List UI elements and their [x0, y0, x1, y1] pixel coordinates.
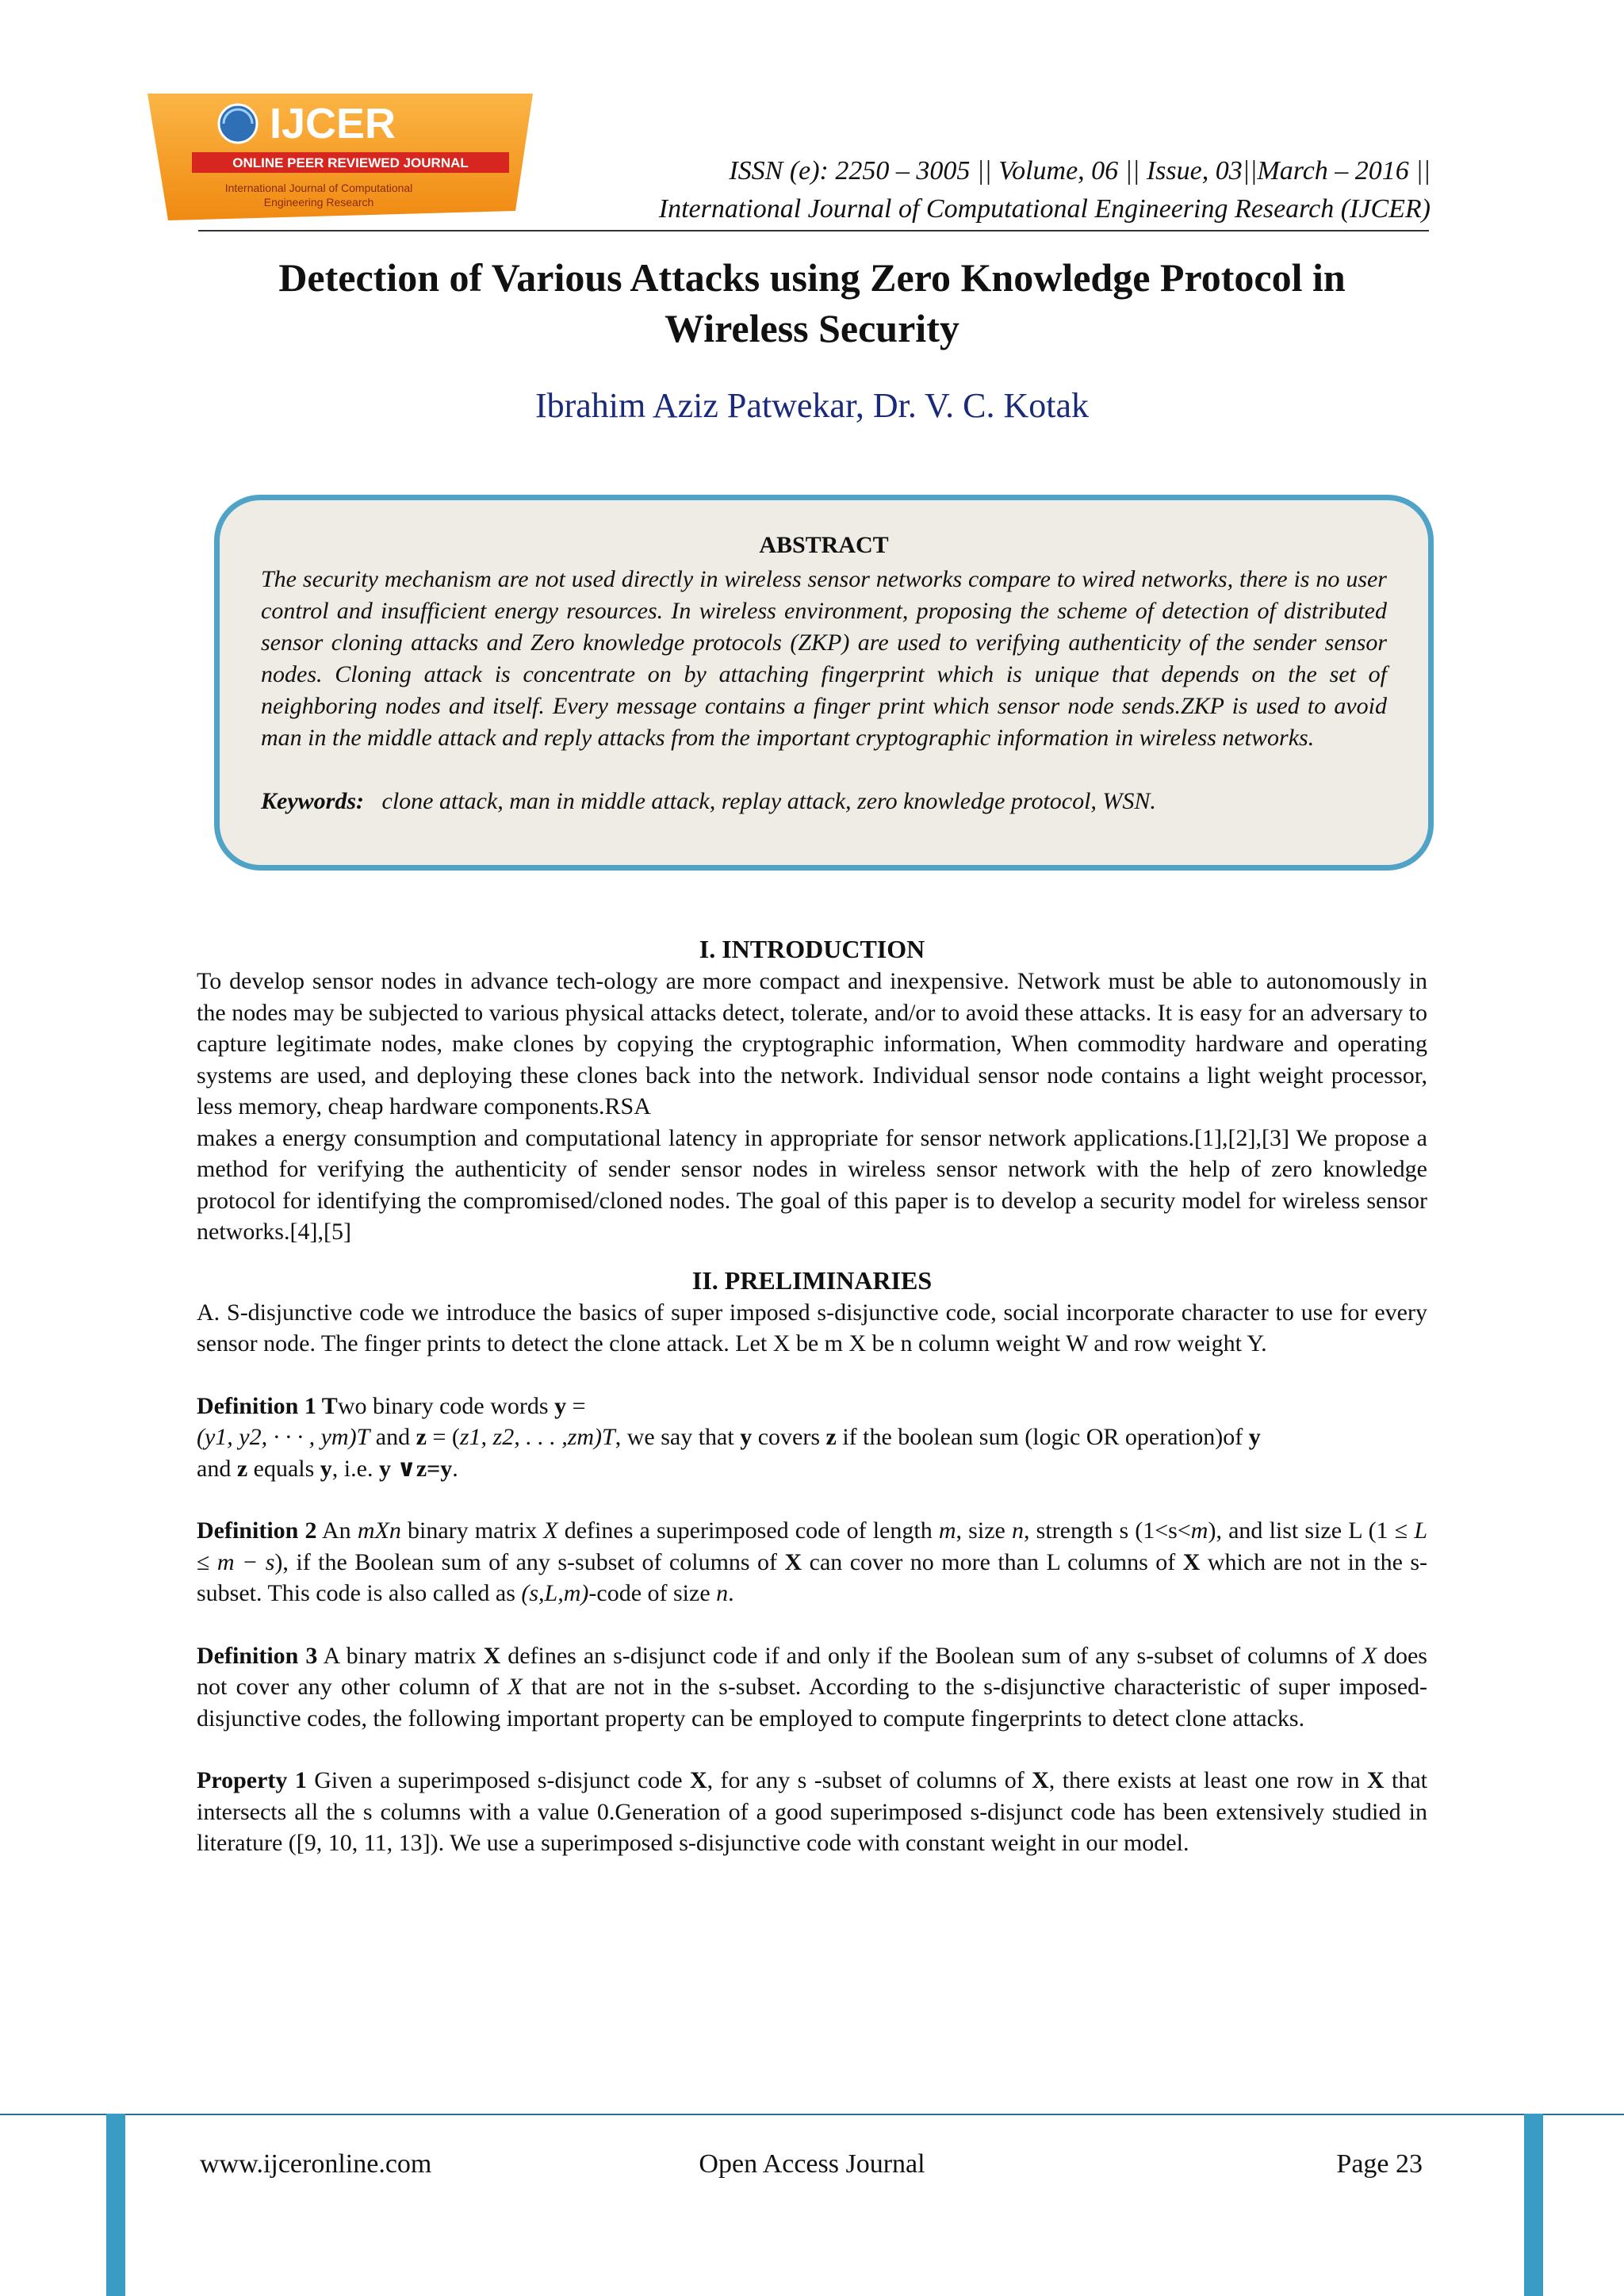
property-1-label: Property 1 [197, 1767, 307, 1793]
footer-page-number: Page 23 [1336, 2149, 1423, 2179]
section-heading-preliminaries: II. PRELIMINARIES [691, 1265, 933, 1295]
footer-right-bar [1524, 2114, 1543, 2296]
logo-tagline: ONLINE PEER REVIEWED JOURNAL [232, 155, 469, 170]
abstract-box [214, 495, 1434, 871]
keywords [261, 786, 1387, 817]
footer-divider [0, 2114, 1624, 2115]
paper-title [119, 252, 1505, 354]
logo-journal-line1: International Journal of Computational [224, 182, 413, 194]
title-line-2: Wireless Security [665, 306, 959, 350]
abstract-heading: ABSTRACT [759, 532, 889, 558]
keywords-label: Keywords: [261, 788, 364, 814]
issn-line: ISSN (e): 2250 – 3005 || Volume, 06 || Issue, 03||March – 2016 || [729, 156, 1431, 186]
keywords-list: clone attack, man in middle attack, replay attack, zero knowledge protocol, WSN. [381, 788, 1156, 814]
definition-1-label: Definition 1 T [197, 1392, 338, 1419]
footer-left-bar [106, 2114, 125, 2296]
journal-info [479, 152, 1431, 228]
footer-website: www.ijceronline.com [200, 2149, 432, 2179]
definition-3: Definition 3 A binary matrix X defines an s-disjunct code if and only if the Boolean sum of any s-subset of columns of X does not cover any other column of X that are not in the s-subset. According to the s-disjunctive characteristic of super imposed-disjunctive codes, the following important property can be employed to compute fingerprints to detect clone attacks. [197, 1642, 1427, 1732]
title-line-1: Detection of Various Attacks using Zero Knowledge Protocol in [278, 255, 1346, 300]
section-heading-introduction: I. INTRODUCTION [699, 935, 925, 963]
footer-center-label: Open Access Journal [699, 2149, 925, 2179]
property-1: Property 1 Given a superimposed s-disjunct code X, for any s -subset of columns of X, there exists at least one row in X that intersects all the s columns with a value 0.Generation of a good superimposed s-disjunct code has been extensively studied in literature ([9, 10, 11, 13]). We use a superimposed s-disjunctive code with constant weight in our model. [197, 1767, 1427, 1856]
logo-journal-line2: Engineering Research [263, 196, 374, 209]
intro-paragraph-2: makes a energy consumption and computational latency in appropriate for sensor network applications.[1],[2],[3] We propose a method for verifying the authenticity of sender sensor nodes in wireless sensor network with the help of zero knowledge protocol for identifying the compromised/cloned nodes. The goal of this paper is to develop a security model for wireless sensor networks.[4],[5] [197, 1124, 1427, 1245]
prelim-paragraph-1: A. S-disjunctive code we introduce the basics of super imposed s-disjunctive code, social incorporate character to use for every sensor node. The finger prints to detect the clone attack. Let X be m X be n column weight W and row weight Y. [197, 1299, 1427, 1357]
definition-3-label: Definition 3 [197, 1642, 318, 1669]
definition-1: Definition 1 Two binary code words y = (y1, y2, · · · , ym)T and z = (z1, z2, . . . ,zm)T, we say that y covers z if the boolean sum (logic OR operation)of y and z equals y, i.e. y ∨z=y. [197, 1392, 1261, 1482]
header-divider [198, 230, 1429, 232]
abstract-text: The security mechanism are not used directly in wireless sensor networks compare to wired networks, there is no user control and insufficient energy resources. In wireless environment, proposing the scheme of detection of distributed sensor cloning attacks and Zero knowledge protocols (ZKP) are used to verifying authenticity of the sender sensor nodes. Cloning attack is concentrate on by attaching fingerprint which is unique that depends on the set of neighboring nodes and itself. Every message contains a finger print which sensor node sends.ZKP is used to avoid man in the middle attack and reply attacks from the important cryptographic information in wireless networks. [261, 566, 1387, 751]
definition-2-label: Definition 2 [197, 1517, 317, 1544]
authors: Ibrahim Aziz Patwekar, Dr. V. C. Kotak [534, 386, 1090, 425]
definition-2: Definition 2 An mXn binary matrix X defines a superimposed code of length m, size n, strength s (1<s<m), and list size L (1 ≤ L ≤ m − s), if the Boolean sum of any s-subset of columns of X can cover no more than L columns of X which are not in the s-subset. This code is also called as (s,L,m)-code of size n. [197, 1517, 1428, 1606]
paper-body [197, 932, 1427, 1859]
journal-name: International Journal of Computational Engineering Research (IJCER) [658, 194, 1431, 224]
intro-paragraph-1: To develop sensor nodes in advance tech-ology are more compact and inexpensive. Network must be able to autonomously in the nodes may be subjected to various physical attacks detect, tolerate, and/or to avoid these attacks. It is easy for an adversary to capture legitimate nodes, make clones by copying the cryptographic information, When commodity hardware and operating systems are used, and deploying these clones back into the network. Individual sensor node contains a light weight processor, less memory, cheap hardware components.RSA [197, 968, 1427, 1119]
logo-wordmark: IJCER [270, 100, 396, 147]
